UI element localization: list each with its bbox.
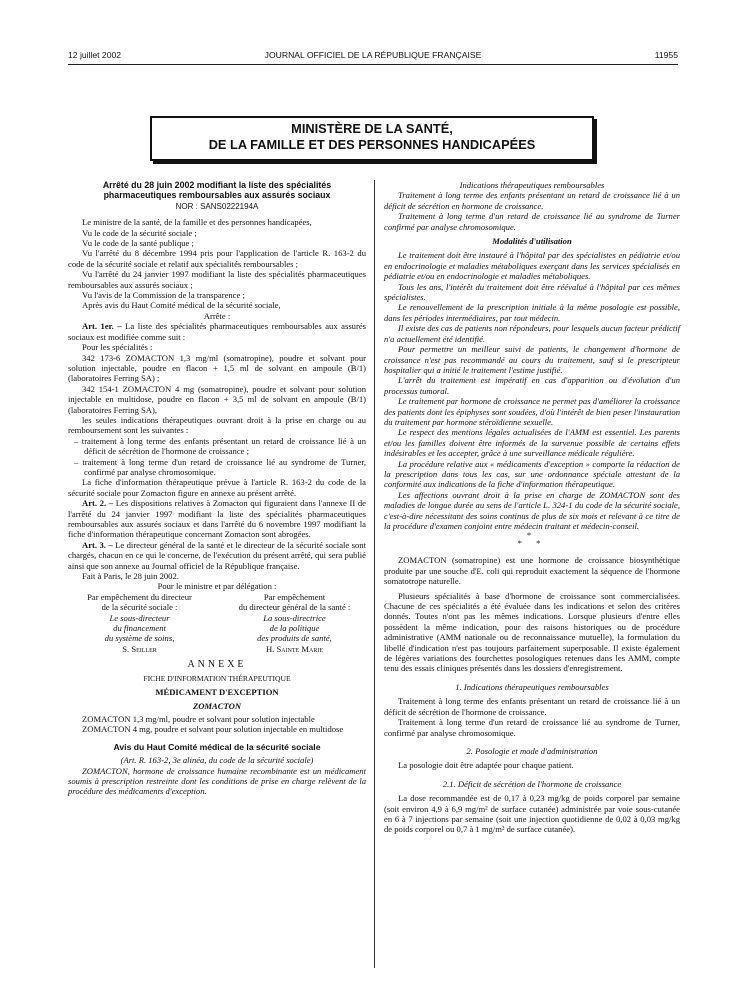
- indication-paragraph: Traitement à long terme d'un retard de croissance lié au syndrome de Turner confirmé par analyse chromosomique.: [384, 211, 680, 232]
- indications-intro: les seules indications thérapeutiques ouvrant droit à la prise en charge ou au remboursement sont les suivantes :: [68, 414, 366, 436]
- article-3: [68, 540, 366, 571]
- avis-heading: Avis du Haut Comité médical de la sécurité sociale: [113, 741, 321, 752]
- preamble-line: Après avis du Haut Comité médical de la sécurité sociale,: [82, 300, 281, 311]
- section-1-heading: 1. Indications thérapeutiques remboursables: [455, 681, 609, 692]
- signature-right: [223, 592, 366, 654]
- indication-item: – traitement à long terme d'un retard de croissance lié au syndrome de Turner, confirmé par analyse chromosomique.: [74, 456, 366, 477]
- signatures: [68, 592, 366, 654]
- ministry-line2: DE LA FAMILLE ET DES PERSONNES HANDICAPÉES: [208, 137, 536, 152]
- article-2-text: Les dispositions relatives à Zomacton qui figuraient dans l'annexe II de l'arrêté du 24 janvier 1997 modifiant la liste des spécialités pharmaceutiques remboursables aux assurés sociaux et dans l'arrêté du 6 novembre 1997 modifiant la fiche d'information thérapeutique concernant Zomacton sont abrogées.: [68, 498, 366, 540]
- indication-paragraph: Traitement à long terme des enfants présentant un retard de croissance lié à un déficit de sécrétion en hormone de croissance.: [384, 190, 680, 211]
- article-1-head: Art. 1er. –: [82, 321, 122, 332]
- signatory-name: S. Seiller: [122, 643, 157, 654]
- avis-text: ZOMACTON, hormone de croissance humaine recombinante est un médicament soumis à prescription restreinte dont les conditions de prise en charge relèvent de la procédure des médicaments d'exception.: [68, 765, 366, 797]
- product-heading: ZOMACTON: [192, 700, 242, 711]
- modalites-paragraph: Le renouvellement de la prescription initiale à la même posologie est possible, dans les périodes intermédiaires, par tout médecin.: [384, 302, 680, 323]
- zomacton-description: ZOMACTON (somatropine) est une hormone de croissance biosynthétique produite par une souche d'E. coli qui reproduit exactement la séquence de l'hormone somatotrope naturelle.: [384, 555, 680, 587]
- right-column: [384, 180, 680, 835]
- modalites-heading: Modalités d'utilisation: [492, 236, 572, 247]
- product-line: ZOMACTON 4 mg, poudre et solvant pour solution injectable en multidose: [82, 724, 344, 735]
- separator-stars: *: [526, 530, 538, 541]
- preamble-line: Vu l'arrêté du 8 décembre 1994 pris pour l'application de l'article R. 163-2 du code de la sécurité sociale et relatif aux spécialités remboursables ;: [68, 248, 366, 269]
- sig-line: Le sous-directeur: [109, 612, 170, 623]
- nor-reference: NOR : SANS0222194A: [175, 201, 259, 211]
- sig-line: du système de soins,: [104, 633, 175, 644]
- sig-line: du directeur général de la santé :: [238, 602, 351, 613]
- product-line: ZOMACTON 1,3 mg/ml, poudre et solvant pour solution injectable: [82, 713, 315, 724]
- pour-specialites: Pour les spécialités :: [82, 342, 153, 353]
- modalites-paragraph: Le traitement par hormone de croissance ne permet pas d'améliorer la croissance des patients dont les épiphyses sont soudées, d'où l'intérêt de bien peser l'instauration du traitement par hormone stéroïdienne sexuelle.: [384, 396, 680, 427]
- section-2-1-paragraph: La dose recommandée est de 0,17 à 0,23 mg/kg de poids corporel par semaine (soit environ 4,9 à 6,9 mg/m² de surface cutanée) administrée par voie sous-cutanée en 6 à 7 injections par semaine (soit une injection quotidienne de 0,02 à 0,03 mg/kg de poids corporel ou 0,7 à 1 mg/m² de surface cutanée).: [384, 793, 680, 835]
- article-3-text: Le directeur général de la santé et le directeur de la sécurité sociale sont chargés, chacun en ce qui le concerne, de l'exécution du présent arrêté, qui sera publié ainsi que son annexe au Journal officiel de la République française.: [68, 539, 366, 571]
- modalites-paragraph: Les affections ouvrant droit à la prise en charge de ZOMACTON sont des maladies de longue durée au sens de l'article L. 324-1 du code de la sécurité sociale, c'est-à-dire nécessitant des soins continus de plus de six mois et relevant à ce titre de la procédure d'examen conjoint entre médecin traitant et médecin-conseil.: [384, 489, 680, 531]
- arrete-word: Arrête :: [203, 310, 231, 321]
- preamble-line: Vu l'arrêté du 24 janvier 1997 modifiant la liste des spécialités pharmaceutiques remboursables aux assurés sociaux ;: [68, 269, 366, 290]
- modalites-paragraph: L'arrêt du traitement est impératif en cas d'apparition ou d'évolution d'un processus tumoral.: [384, 375, 680, 396]
- separator-stars: * *: [517, 538, 547, 549]
- preamble-line: Vu l'avis de la Commission de la transparence ;: [82, 290, 245, 301]
- sig-line: de la politique: [269, 623, 320, 634]
- ministry-line1: MINISTÈRE DE LA SANTÉ,: [291, 121, 453, 136]
- section-1-paragraph: Traitement à long terme d'un retard de croissance lié au syndrome de Turner, confirmé par analyse chromosomique.: [384, 717, 680, 738]
- signatory-name: H. Sainte Marie: [265, 643, 324, 654]
- section-2-heading: 2. Posologie et mode d'administration: [466, 745, 598, 756]
- modalites-paragraph: Tous les ans, l'intérêt du traitement doit être réévalué à l'hôpital par ces mêmes spécialistes.: [384, 281, 680, 303]
- issue-date: 12 juillet 2002: [68, 50, 122, 60]
- sig-line: Par empêchement: [263, 591, 326, 602]
- article-2-head: Art. 2. –: [82, 498, 114, 509]
- article-3-head: Art. 3. –: [82, 539, 113, 550]
- running-head: [68, 50, 678, 64]
- modalites-paragraph: Pour permettre un meilleur suivi de patients, le changement d'hormone de croissance n'est pas recommandé au cours du traitement, sauf si le prescripteur hospitalier qui a initié le traitement l'estime justifié.: [384, 344, 680, 375]
- header-rule: [68, 64, 678, 65]
- section-2-paragraph: La posologie doit être adaptée pour chaque patient.: [398, 760, 574, 771]
- specialty-1: 342 173-6 ZOMACTON 1,3 mg/ml (somatropine), poudre et solvant pour solution injectable, poudre en flacon + 1,5 ml de solvant en ampoule (B/1) (laboratoires Ferring SA) ;: [68, 352, 366, 384]
- article-2: [68, 498, 366, 540]
- fiche-paragraph: La fiche d'information thérapeutique prévue à l'article R. 163-2 du code de la sécurité sociale pour Zomacton figure en annexe au présent arrêté.: [68, 477, 366, 498]
- preamble-line: Vu le code de la sécurité sociale ;: [82, 227, 197, 238]
- column-divider: [374, 180, 375, 968]
- article-1: [68, 321, 366, 342]
- section-1-paragraph: Traitement à long terme des enfants présentant un retard de croissance lié à un déficit de sécrétion de l'hormone de croissance.: [384, 696, 680, 717]
- modalites-paragraph: La procédure relative aux « médicaments d'exception » comporte la rédaction de la prescription dans tous les cas, sur une ordonnance spéciale attestant de la conformité aux indications de la fiche d'information thérapeutique.: [384, 458, 680, 490]
- avis-reference: (Art. R. 163-2, 3e alinéa, du code de la sécurité sociale): [120, 755, 314, 766]
- left-column: [68, 180, 366, 797]
- sig-line: du financement: [113, 623, 166, 634]
- article-1-text: La liste des spécialités pharmaceutiques remboursables aux assurés sociaux est modifiée comme suit :: [68, 321, 366, 342]
- specialty-2: 342 154-1 ZOMACTON 4 mg (somatropine), poudre et solvant pour solution injectable en multidose, poudre en flacon + 3,5 ml de solvant en ampoule (B/1) (laboratoires Ferring SA),: [68, 383, 366, 415]
- journal-title: JOURNAL OFFICIEL DE LA RÉPUBLIQUE FRANÇAISE: [264, 50, 482, 60]
- preamble-line: Vu le code de la santé publique ;: [82, 238, 194, 249]
- delegation-line: Pour le ministre et par délégation :: [157, 581, 277, 592]
- sig-line: La sous-directrice: [263, 612, 326, 623]
- sig-line: des produits de santé,: [257, 633, 332, 644]
- fiche-heading: FICHE D'INFORMATION THÉRAPEUTIQUE: [143, 673, 291, 683]
- indication-item: – traitement à long terme des enfants présentant un retard de croissance lié à un déficit de sécrétion de l'hormone de croissance ;: [74, 435, 366, 457]
- preamble-line: Le ministre de la santé, de la famille et des personnes handicapées,: [82, 217, 312, 228]
- sig-line: de la sécurité sociale :: [101, 602, 178, 613]
- zomacton-context: Plusieurs spécialités à base d'hormone de croissance sont commercialisées. Chacune de ces spécialités a été évaluée dans les indications et selon des critères donnés. Toutes n'ont pas les mêmes indications. Lorsque plusieurs d'entre elles possèdent la même indication, pour des raisons historiques ou de procédure administrative (AMM nationale ou de reconnaissance mutuelle), la formulation du libellé d'indication n'est pas toujours parfaitement superposable. Il existe également de légères variations des fourchettes posologiques retenues dans les AMM, compte tenu des essais cliniques présentés dans les dossiers d'enregistrement.: [384, 590, 680, 674]
- modalites-paragraph: Il existe des cas de patients non répondeurs, pour lesquels aucun facteur prédictif n'a actuellement été identifié.: [384, 323, 680, 344]
- ministry-box: [150, 116, 594, 161]
- page-number: 11955: [654, 50, 678, 60]
- sig-line: Par empêchement du directeur: [87, 591, 192, 602]
- medicament-heading: MÉDICAMENT D'EXCEPTION: [155, 687, 279, 698]
- section-2-1-heading: 2.1. Déficit de sécrétion de l'hormone de croissance: [442, 778, 622, 789]
- signature-left: [68, 592, 211, 654]
- indications-heading: Indications thérapeutiques remboursables: [459, 180, 605, 190]
- annexe-heading: ANNEXE: [187, 659, 247, 671]
- fait-a-paris: Fait à Paris, le 28 juin 2002.: [82, 571, 179, 582]
- modalites-paragraph: Le traitement doit être instauré à l'hôpital par des spécialistes en pédiatrie et/ou en endocrinologie et maladies métaboliques exerçant dans les services spécialisés en pédiatrie et/ou en endocrinologie et maladies métaboliques.: [384, 250, 680, 282]
- modalites-paragraph: Le respect des mentions légales actualisées de l'AMM est essentiel. Les parents et/ou les familles doivent être informés de la survenue possible de certains effets indésirables et les accepter, grâce à une surveillance médicale régulière.: [384, 427, 680, 459]
- decree-title: Arrêté du 28 juin 2002 modifiant la liste des spécialités pharmaceutiques remboursables aux assurés sociaux: [102, 180, 332, 201]
